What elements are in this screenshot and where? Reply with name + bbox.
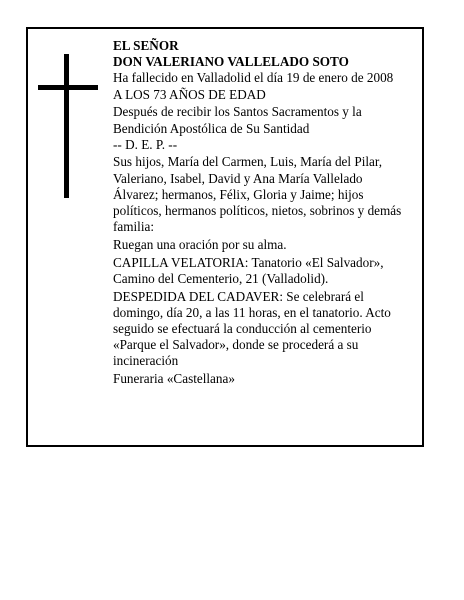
cross-horizontal-bar <box>38 85 98 90</box>
farewell-line: domingo, día 20, a las 11 horas, en el tanatorio. Acto <box>113 304 391 320</box>
sacraments-line: Después de recibir los Santos Sacramentos y la <box>113 104 362 120</box>
family-line: Sus hijos, María del Carmen, Luis, María del Pilar, <box>113 154 383 170</box>
heading-title: EL SEÑOR <box>113 38 179 53</box>
family-paragraph <box>113 154 418 235</box>
family-line: políticos, hermanos políticos, nietos, sobrinos y demás <box>113 203 402 219</box>
chapel-line: CAPILLA VELATORIA: Tanatorio «El Salvador», <box>113 254 384 270</box>
farewell-line: «Parque el Salvador», donde se procederá a su <box>113 337 359 353</box>
cross-vertical-bar <box>64 54 69 198</box>
dep-line: -- D. E. P. -- <box>113 136 178 152</box>
chapel-paragraph <box>113 255 418 287</box>
farewell-line: DESPEDIDA DEL CADAVER: Se celebrará el <box>113 288 364 304</box>
cross-icon <box>38 54 98 198</box>
funeral-home-line: Funeraria «Castellana» <box>113 371 235 387</box>
death-line: Ha fallecido en Valladolid el día 19 de enero de 2008 <box>113 70 394 86</box>
farewell-line: seguido se efectuará la conducción al cementerio <box>113 320 372 336</box>
prayer-line: Ruegan una oración por su alma. <box>113 236 287 252</box>
family-line: familia: <box>113 219 155 235</box>
farewell-line: incineración <box>113 353 179 369</box>
family-line: Álvarez; hermanos, Félix, Gloria y Jaime; hijos <box>113 186 364 202</box>
sacraments-line: Bendición Apostólica de Su Santidad <box>113 120 310 136</box>
farewell-paragraph <box>113 289 418 370</box>
heading-name: DON VALERIANO VALLELADO SOTO <box>113 54 349 70</box>
sacraments-paragraph <box>113 104 418 136</box>
chapel-line: Camino del Cementerio, 21 (Valladolid). <box>113 270 329 286</box>
obituary-text <box>113 38 418 387</box>
age-line: A LOS 73 AÑOS DE EDAD <box>113 86 266 102</box>
family-line: Valeriano, Isabel, David y Ana María Vallelado <box>113 170 363 186</box>
